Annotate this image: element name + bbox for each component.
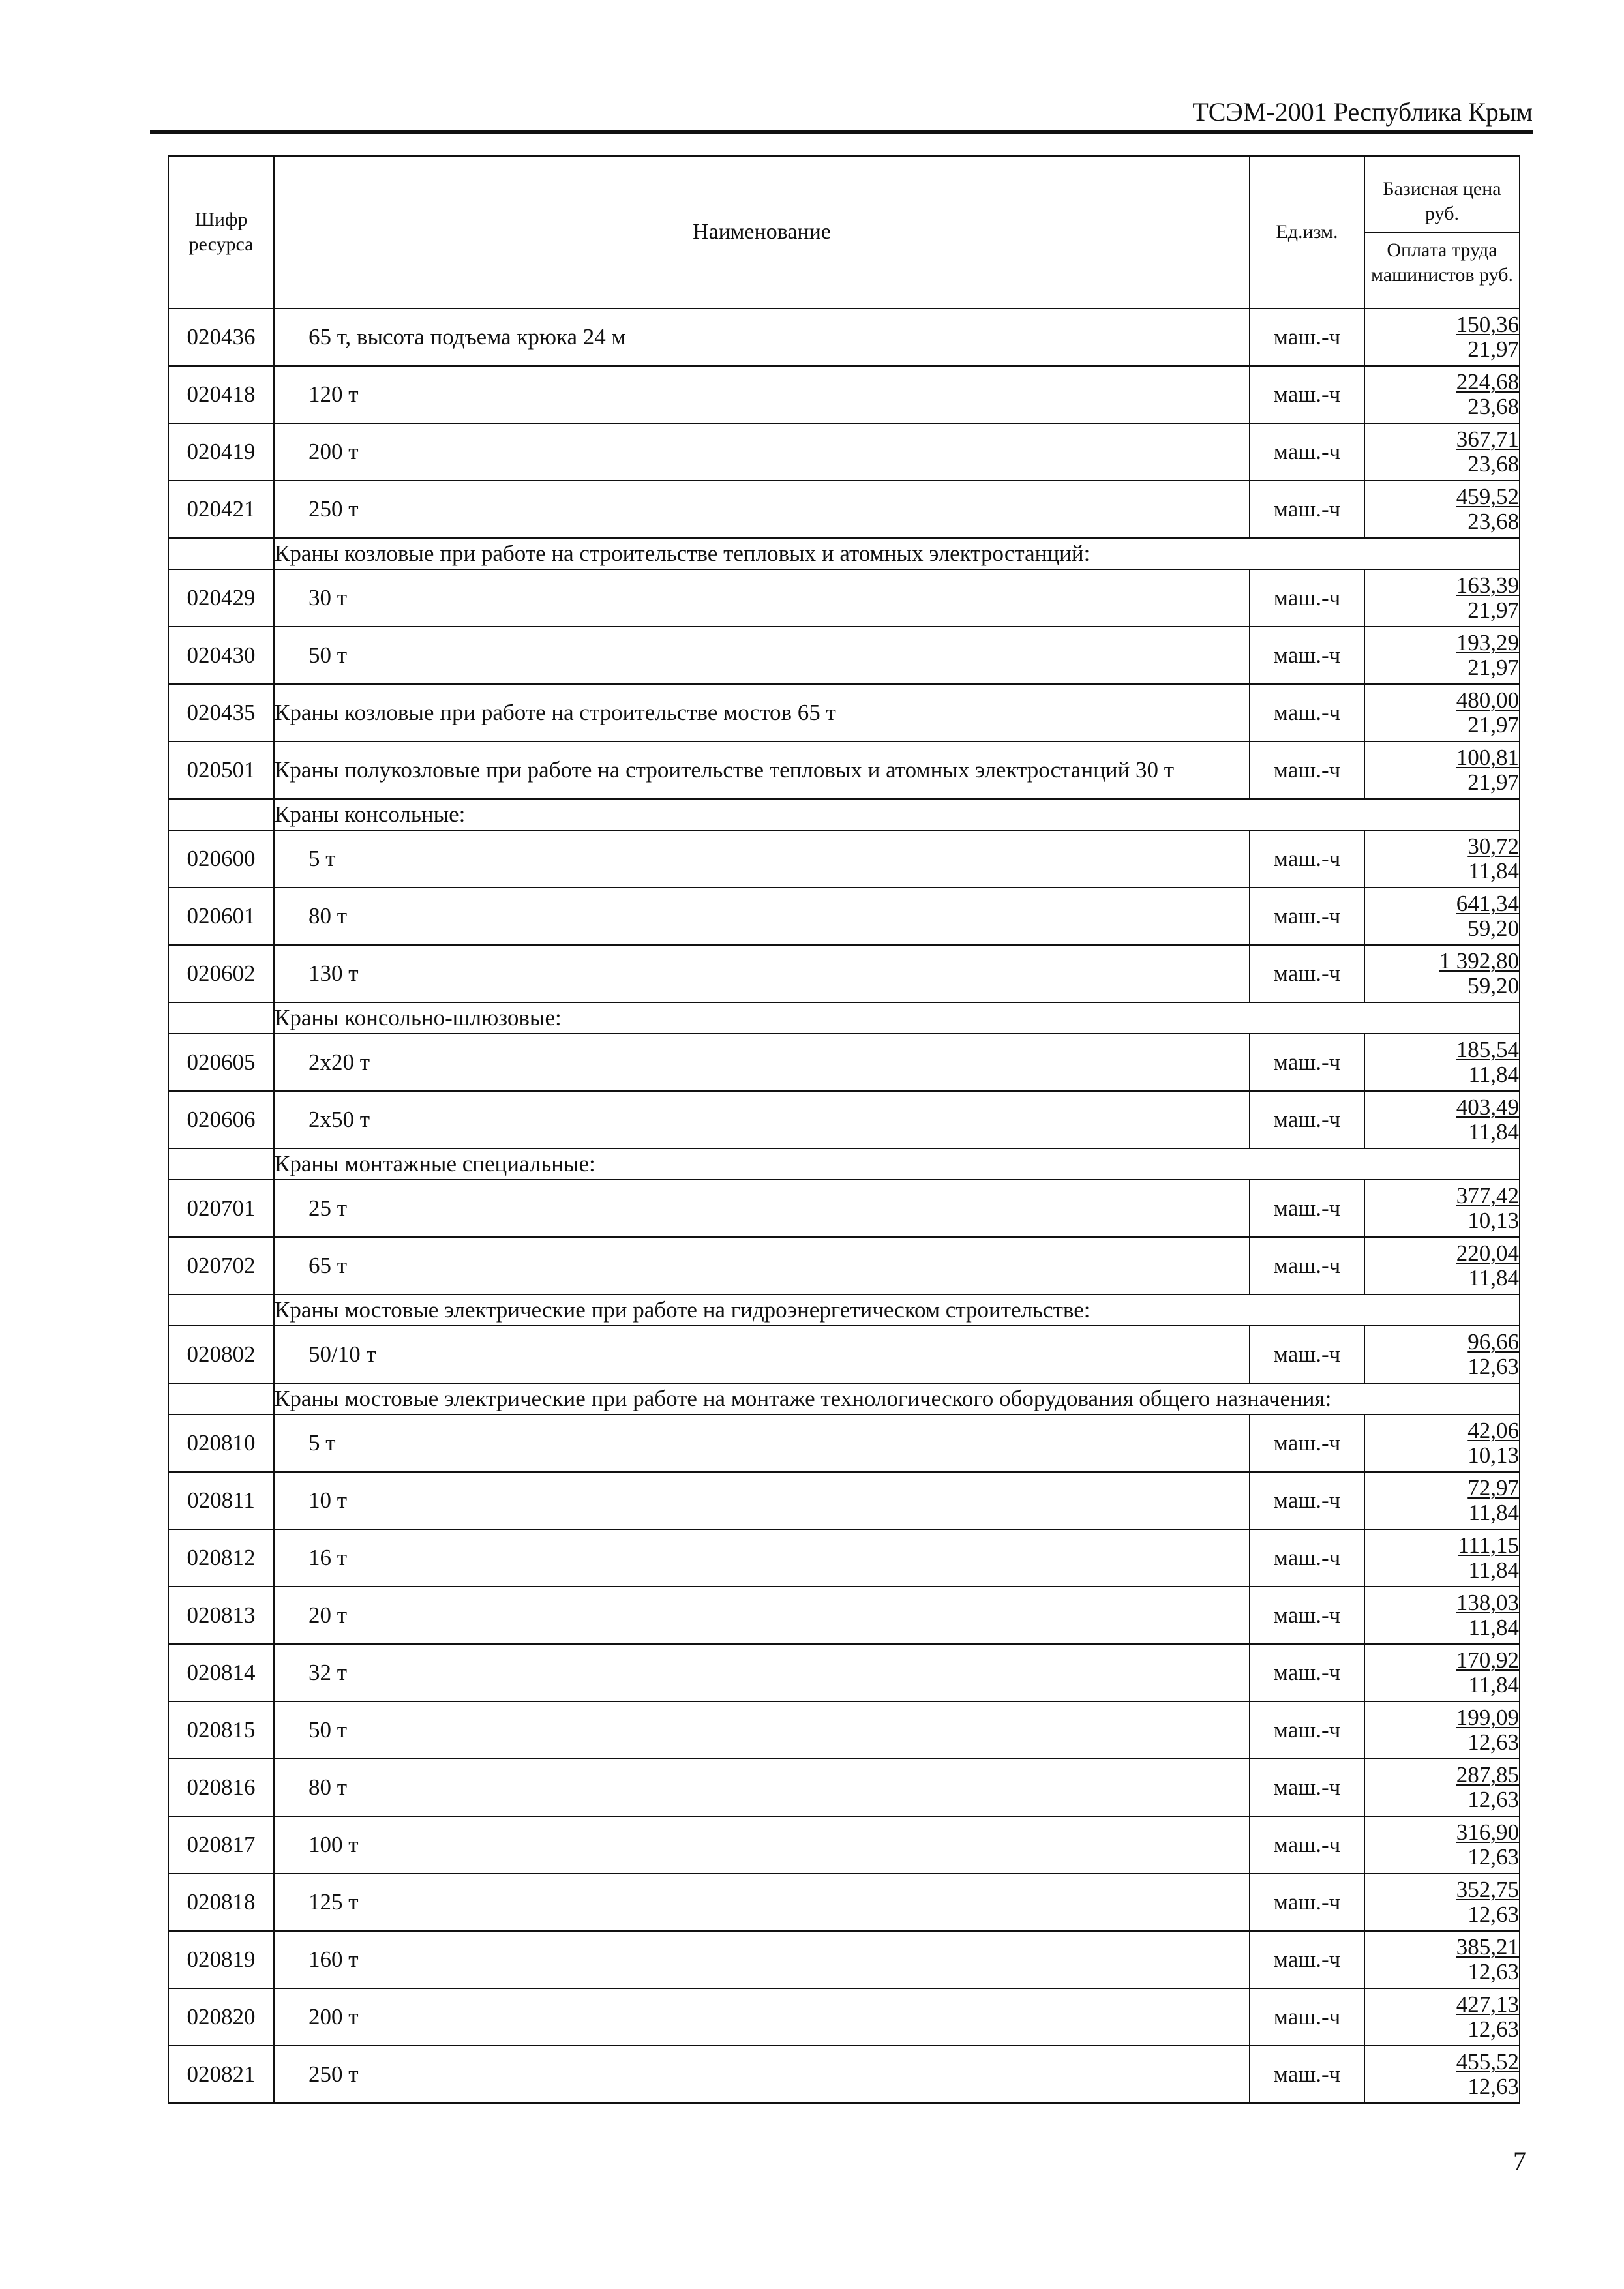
resource-code: 020821 — [168, 2046, 274, 2103]
resource-code: 020811 — [168, 1472, 274, 1529]
resource-code: 020501 — [168, 741, 274, 799]
unit-of-measure: маш.-ч — [1250, 888, 1364, 945]
table-body — [168, 308, 1520, 2103]
resource-name: 10 т — [274, 1472, 1250, 1529]
group-code-cell — [168, 1383, 274, 1414]
price-cell — [1364, 1326, 1520, 1383]
price-cell — [1364, 366, 1520, 423]
labor-pay: 12,63 — [1467, 1844, 1519, 1870]
price-cell — [1364, 830, 1520, 888]
group-row — [168, 538, 1520, 569]
table-row — [168, 481, 1520, 538]
unit-of-measure: маш.-ч — [1250, 1816, 1364, 1874]
resource-name: 5 т — [274, 1414, 1250, 1472]
group-row — [168, 799, 1520, 830]
base-price: 641,34 — [1456, 891, 1519, 916]
group-label: Краны мостовые электрические при работе на гидроэнергетическом строительстве: — [274, 1294, 1520, 1326]
running-header — [150, 98, 1533, 134]
table-row — [168, 1326, 1520, 1383]
base-price: 220,04 — [1456, 1240, 1519, 1266]
base-price: 385,21 — [1456, 1934, 1519, 1960]
table-row — [168, 1472, 1520, 1529]
group-code-cell — [168, 1294, 274, 1326]
resource-code: 020812 — [168, 1529, 274, 1587]
group-code-cell — [168, 538, 274, 569]
resource-name: 32 т — [274, 1644, 1250, 1701]
labor-pay: 10,13 — [1467, 1443, 1519, 1468]
unit-of-measure: маш.-ч — [1250, 1034, 1364, 1091]
price-cell — [1364, 1816, 1520, 1874]
resource-name: 200 т — [274, 1988, 1250, 2046]
table-row — [168, 569, 1520, 627]
labor-pay: 21,97 — [1467, 770, 1519, 795]
unit-of-measure: маш.-ч — [1250, 1326, 1364, 1383]
column-header-unit: Ед.изм. — [1250, 156, 1364, 308]
resource-code: 020802 — [168, 1326, 274, 1383]
table-row — [168, 366, 1520, 423]
resource-name: 250 т — [274, 2046, 1250, 2103]
labor-pay: 12,63 — [1467, 1959, 1519, 1984]
group-label: Краны мостовые электрические при работе на монтаже технологического оборудования общего назначения: — [274, 1383, 1520, 1414]
resource-code: 020600 — [168, 830, 274, 888]
resource-name: 130 т — [274, 945, 1250, 1002]
resource-name: Краны полукозловые при работе на строительстве тепловых и атомных электростанций 30 т — [274, 741, 1250, 799]
resource-code: 020430 — [168, 627, 274, 684]
price-cell — [1364, 1874, 1520, 1931]
unit-of-measure: маш.-ч — [1250, 569, 1364, 627]
base-price: 316,90 — [1456, 1819, 1519, 1845]
price-cell — [1364, 569, 1520, 627]
resource-name: 160 т — [274, 1931, 1250, 1988]
resource-code: 020421 — [168, 481, 274, 538]
labor-pay: 11,84 — [1468, 1500, 1519, 1525]
unit-of-measure: маш.-ч — [1250, 1472, 1364, 1529]
table-row — [168, 945, 1520, 1002]
unit-of-measure: маш.-ч — [1250, 366, 1364, 423]
group-label: Краны консольные: — [274, 799, 1520, 830]
unit-of-measure: маш.-ч — [1250, 1874, 1364, 1931]
resource-name: 125 т — [274, 1874, 1250, 1931]
group-label: Краны монтажные специальные: — [274, 1148, 1520, 1180]
base-price: 367,71 — [1456, 426, 1519, 452]
resource-code: 020602 — [168, 945, 274, 1002]
price-cell — [1364, 627, 1520, 684]
unit-of-measure: маш.-ч — [1250, 2046, 1364, 2103]
table-row — [168, 308, 1520, 366]
resource-code: 020601 — [168, 888, 274, 945]
resource-name: 80 т — [274, 1759, 1250, 1816]
base-price: 455,52 — [1456, 2049, 1519, 2074]
table-row — [168, 1816, 1520, 1874]
table-row — [168, 627, 1520, 684]
resource-name: 65 т, высота подъема крюка 24 м — [274, 308, 1250, 366]
resource-code: 020820 — [168, 1988, 274, 2046]
labor-pay: 21,97 — [1467, 597, 1519, 623]
labor-pay: 11,84 — [1468, 1615, 1519, 1640]
resource-name: 25 т — [274, 1180, 1250, 1237]
group-code-cell — [168, 1002, 274, 1034]
resource-name: 20 т — [274, 1587, 1250, 1644]
price-cell — [1364, 1034, 1520, 1091]
price-cell — [1364, 1931, 1520, 1988]
unit-of-measure: маш.-ч — [1250, 741, 1364, 799]
resource-code: 020814 — [168, 1644, 274, 1701]
resource-code: 020419 — [168, 423, 274, 481]
price-cell — [1364, 1988, 1520, 2046]
price-cell — [1364, 1414, 1520, 1472]
unit-of-measure: маш.-ч — [1250, 1414, 1364, 1472]
labor-pay: 12,63 — [1467, 1902, 1519, 1927]
labor-pay: 59,20 — [1467, 973, 1519, 998]
labor-pay: 12,63 — [1467, 2074, 1519, 2099]
price-cell — [1364, 481, 1520, 538]
price-cell — [1364, 1180, 1520, 1237]
base-price: 377,42 — [1456, 1183, 1519, 1208]
resource-code: 020818 — [168, 1874, 274, 1931]
base-price: 100,81 — [1456, 745, 1519, 770]
resource-name: 200 т — [274, 423, 1250, 481]
unit-of-measure: маш.-ч — [1250, 830, 1364, 888]
unit-of-measure: маш.-ч — [1250, 627, 1364, 684]
price-cell — [1364, 1644, 1520, 1701]
table-row — [168, 1091, 1520, 1148]
unit-of-measure: маш.-ч — [1250, 308, 1364, 366]
labor-pay: 12,63 — [1467, 1354, 1519, 1379]
base-price: 1 392,80 — [1439, 948, 1519, 974]
base-price: 193,29 — [1456, 630, 1519, 655]
price-cell — [1364, 1701, 1520, 1759]
price-table — [168, 155, 1520, 2104]
table-row — [168, 1644, 1520, 1701]
table-row — [168, 423, 1520, 481]
price-cell — [1364, 1587, 1520, 1644]
price-cell — [1364, 945, 1520, 1002]
column-header-code: Шифр ресурса — [168, 156, 274, 308]
labor-pay: 11,84 — [1468, 858, 1519, 884]
base-price: 138,03 — [1456, 1590, 1519, 1615]
resource-code: 020815 — [168, 1701, 274, 1759]
labor-pay: 11,84 — [1468, 1062, 1519, 1087]
table-row — [168, 741, 1520, 799]
resource-code: 020436 — [168, 308, 274, 366]
table-row — [168, 1931, 1520, 1988]
base-price: 185,54 — [1456, 1037, 1519, 1062]
resource-name: 65 т — [274, 1237, 1250, 1294]
column-header-labor-pay: Оплата труда машинистов руб. — [1370, 239, 1514, 286]
table-row — [168, 1701, 1520, 1759]
column-header-name: Наименование — [274, 156, 1250, 308]
base-price: 427,13 — [1456, 1992, 1519, 2017]
resource-code: 020606 — [168, 1091, 274, 1148]
resource-code: 020810 — [168, 1414, 274, 1472]
unit-of-measure: маш.-ч — [1250, 1988, 1364, 2046]
unit-of-measure: маш.-ч — [1250, 1587, 1364, 1644]
unit-of-measure: маш.-ч — [1250, 684, 1364, 741]
base-price: 111,15 — [1458, 1533, 1519, 1558]
table-row — [168, 1237, 1520, 1294]
price-cell — [1364, 423, 1520, 481]
labor-pay: 23,68 — [1467, 394, 1519, 419]
resource-name: 2х20 т — [274, 1034, 1250, 1091]
table-row — [168, 888, 1520, 945]
base-price: 150,36 — [1456, 312, 1519, 337]
resource-name: 100 т — [274, 1816, 1250, 1874]
document-title: ТСЭМ-2001 Республика Крым — [1192, 97, 1533, 127]
resource-code: 020702 — [168, 1237, 274, 1294]
labor-pay: 21,97 — [1467, 337, 1519, 362]
unit-of-measure: маш.-ч — [1250, 1931, 1364, 1988]
base-price: 224,68 — [1456, 369, 1519, 395]
labor-pay: 21,97 — [1467, 655, 1519, 680]
group-row — [168, 1383, 1520, 1414]
resource-name: 250 т — [274, 481, 1250, 538]
table-row — [168, 1529, 1520, 1587]
resource-name: 16 т — [274, 1529, 1250, 1587]
base-price: 352,75 — [1456, 1877, 1519, 1902]
resource-code: 020605 — [168, 1034, 274, 1091]
resource-code: 020819 — [168, 1931, 274, 1988]
group-label: Краны козловые при работе на строительстве тепловых и атомных электростанций: — [274, 538, 1520, 569]
price-cell — [1364, 1529, 1520, 1587]
table-row — [168, 1180, 1520, 1237]
price-cell — [1364, 2046, 1520, 2103]
unit-of-measure: маш.-ч — [1250, 945, 1364, 1002]
page-number: 7 — [1513, 2146, 1526, 2176]
group-row — [168, 1002, 1520, 1034]
group-code-cell — [168, 799, 274, 830]
table-row — [168, 1759, 1520, 1816]
resource-code: 020816 — [168, 1759, 274, 1816]
table-row — [168, 1414, 1520, 1472]
price-cell — [1364, 1472, 1520, 1529]
resource-name: 2х50 т — [274, 1091, 1250, 1148]
unit-of-measure: маш.-ч — [1250, 1237, 1364, 1294]
labor-pay: 11,84 — [1468, 1557, 1519, 1583]
column-header-base-price: Базисная цена руб. — [1365, 174, 1519, 233]
group-row — [168, 1294, 1520, 1326]
labor-pay: 23,68 — [1467, 509, 1519, 534]
labor-pay: 23,68 — [1467, 451, 1519, 477]
table-row — [168, 1988, 1520, 2046]
unit-of-measure: маш.-ч — [1250, 1644, 1364, 1701]
price-cell — [1364, 888, 1520, 945]
group-label: Краны консольно-шлюзовые: — [274, 1002, 1520, 1034]
base-price: 42,06 — [1467, 1418, 1519, 1443]
table-row — [168, 1587, 1520, 1644]
unit-of-measure: маш.-ч — [1250, 1529, 1364, 1587]
base-price: 403,49 — [1456, 1094, 1519, 1120]
base-price: 459,52 — [1456, 484, 1519, 509]
resource-code: 020813 — [168, 1587, 274, 1644]
labor-pay: 21,97 — [1467, 712, 1519, 738]
labor-pay: 12,63 — [1467, 1787, 1519, 1812]
base-price: 199,09 — [1456, 1705, 1519, 1730]
resource-name: 80 т — [274, 888, 1250, 945]
price-cell — [1364, 1091, 1520, 1148]
price-cell — [1364, 684, 1520, 741]
resource-code: 020435 — [168, 684, 274, 741]
resource-code: 020701 — [168, 1180, 274, 1237]
table-header-row — [168, 156, 1520, 308]
base-price: 72,97 — [1467, 1475, 1519, 1501]
resource-name: 5 т — [274, 830, 1250, 888]
unit-of-measure: маш.-ч — [1250, 1091, 1364, 1148]
base-price: 163,39 — [1456, 573, 1519, 598]
unit-of-measure: маш.-ч — [1250, 1701, 1364, 1759]
base-price: 30,72 — [1467, 833, 1519, 859]
unit-of-measure: маш.-ч — [1250, 1180, 1364, 1237]
group-row — [168, 1148, 1520, 1180]
base-price: 480,00 — [1456, 687, 1519, 713]
labor-pay: 11,84 — [1468, 1119, 1519, 1144]
labor-pay: 10,13 — [1467, 1208, 1519, 1233]
resource-name: Краны козловые при работе на строительстве мостов 65 т — [274, 684, 1250, 741]
table-row — [168, 684, 1520, 741]
resource-code: 020429 — [168, 569, 274, 627]
table-row — [168, 830, 1520, 888]
price-cell — [1364, 741, 1520, 799]
unit-of-measure: маш.-ч — [1250, 481, 1364, 538]
resource-code: 020817 — [168, 1816, 274, 1874]
table-row — [168, 2046, 1520, 2103]
labor-pay: 59,20 — [1467, 916, 1519, 941]
price-cell — [1364, 308, 1520, 366]
resource-name: 120 т — [274, 366, 1250, 423]
labor-pay: 12,63 — [1467, 2016, 1519, 2042]
base-price: 170,92 — [1456, 1647, 1519, 1673]
group-code-cell — [168, 1148, 274, 1180]
table-row — [168, 1874, 1520, 1931]
base-price: 287,85 — [1456, 1762, 1519, 1788]
price-cell — [1364, 1237, 1520, 1294]
resource-code: 020418 — [168, 366, 274, 423]
resource-name: 50 т — [274, 627, 1250, 684]
labor-pay: 11,84 — [1468, 1265, 1519, 1291]
labor-pay: 12,63 — [1467, 1729, 1519, 1755]
resource-name: 30 т — [274, 569, 1250, 627]
column-header-price — [1364, 156, 1520, 308]
unit-of-measure: маш.-ч — [1250, 423, 1364, 481]
resource-name: 50/10 т — [274, 1326, 1250, 1383]
base-price: 96,66 — [1467, 1329, 1519, 1354]
unit-of-measure: маш.-ч — [1250, 1759, 1364, 1816]
resource-name: 50 т — [274, 1701, 1250, 1759]
price-cell — [1364, 1759, 1520, 1816]
labor-pay: 11,84 — [1468, 1672, 1519, 1698]
table-row — [168, 1034, 1520, 1091]
